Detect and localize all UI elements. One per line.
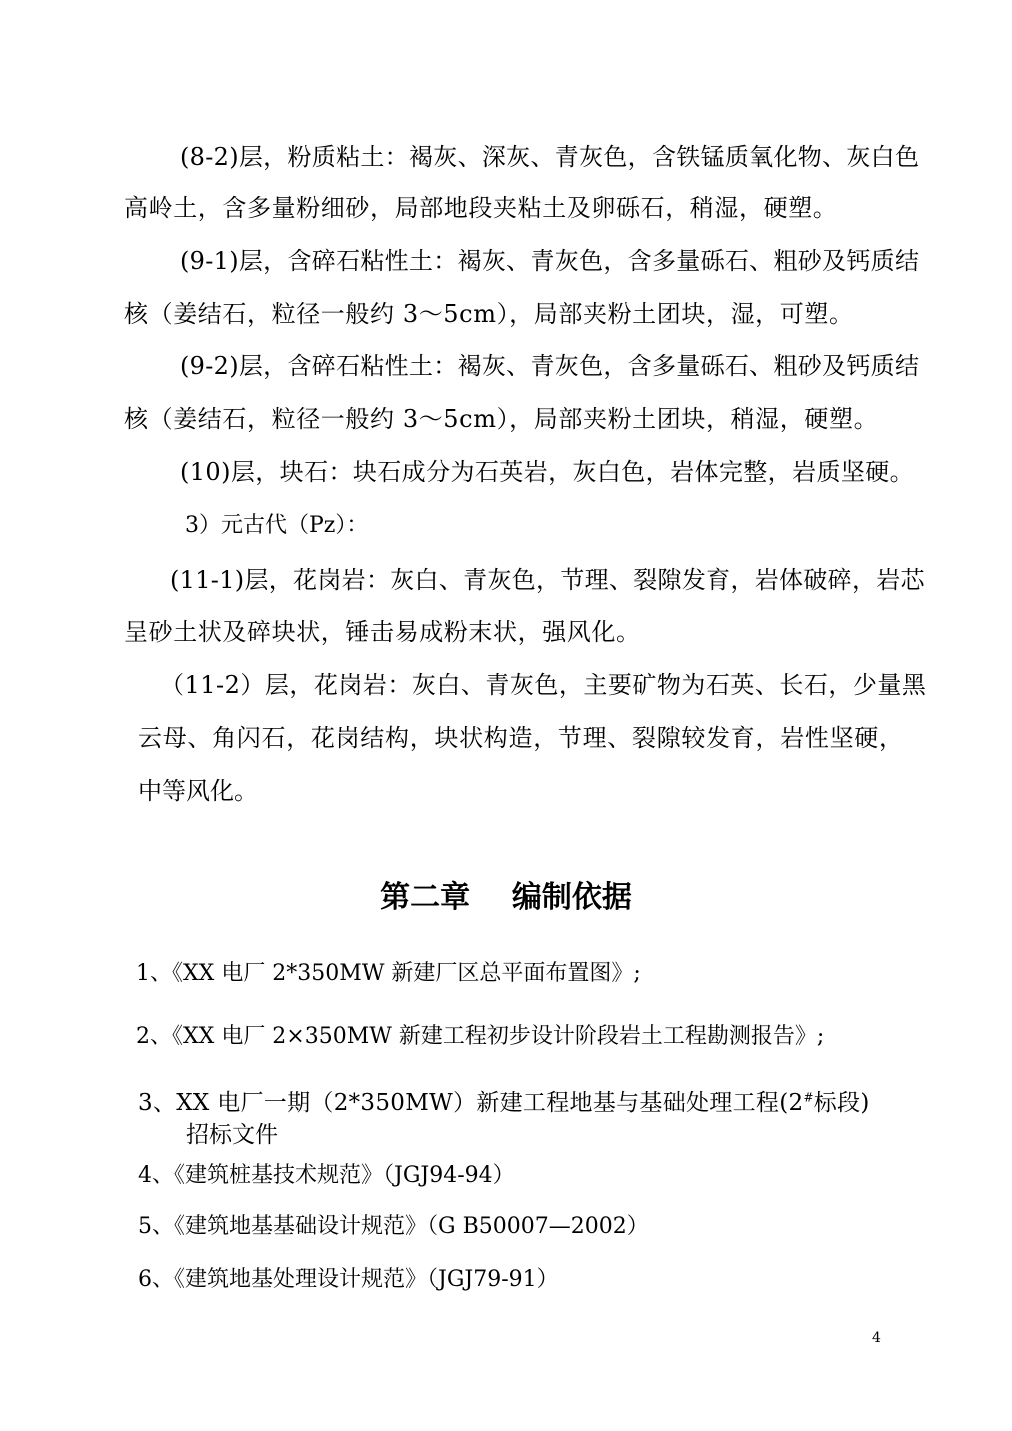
strata-line: （11-2）层，花岗岩：灰白、青灰色，主要矿物为石英、长石，少量黑 bbox=[160, 671, 927, 699]
strata-line: (8-2)层，粉质粘土：褐灰、深灰、青灰色，含铁锰质氧化物、灰白色 bbox=[180, 143, 920, 171]
reference-item: 6、《建筑地基处理设计规范》（JGJ79-91） bbox=[138, 1267, 559, 1292]
strata-line: 核（姜结石，粒径一般约 3～5cm），局部夹粉土团块，湿，可塑。 bbox=[124, 300, 854, 328]
strata-line: 呈砂土状及碎块状，锤击易成粉末状，强风化。 bbox=[124, 618, 641, 646]
strata-line: 核（姜结石，粒径一般约 3～5cm），局部夹粉土团块，稍湿，硬塑。 bbox=[124, 405, 879, 433]
reference-item: 2、《XX 电厂 2×350MW 新建工程初步设计阶段岩土工程勘测报告》; bbox=[136, 1024, 825, 1049]
reference-item: 5、《建筑地基基础设计规范》（G B50007—2002） bbox=[138, 1214, 649, 1239]
reference-item: 1、《XX 电厂 2*350MW 新建厂区总平面布置图》; bbox=[136, 961, 641, 986]
page-number: 4 bbox=[872, 1330, 881, 1346]
chapter-title: 第二章 编制依据 bbox=[380, 880, 632, 915]
strata-line: (11-1)层，花岗岩：灰白、青灰色，节理、裂隙发育，岩体破碎，岩芯 bbox=[170, 566, 925, 594]
reference-item-continuation: 招标文件 bbox=[186, 1122, 278, 1148]
reference-text: 标段) bbox=[813, 1090, 870, 1116]
reference-text: 3、XX 电厂一期（2*350MW）新建工程地基与基础处理工程(2 bbox=[138, 1090, 804, 1116]
strata-line: (10)层，块石：块石成分为石英岩，灰白色，岩体完整，岩质坚硬。 bbox=[180, 458, 915, 486]
strata-line: 中等风化。 bbox=[138, 777, 258, 805]
strata-line: (9-1)层，含碎石粘性土：褐灰、青灰色，含多量砾石、粗砂及钙质结 bbox=[180, 247, 920, 275]
reference-item: 4、《建筑桩基技术规范》（JGJ94-94） bbox=[138, 1163, 515, 1188]
reference-item bbox=[138, 1084, 870, 1117]
strata-line: 高岭土，含多量粉细砂，局部地段夹粘土及卵砾石，稍湿，硬塑。 bbox=[124, 194, 838, 222]
strata-line: (9-2)层，含碎石粘性土：褐灰、青灰色，含多量砾石、粗砂及钙质结 bbox=[180, 352, 920, 380]
superscript-hash: # bbox=[803, 1090, 814, 1105]
era-heading: 3）元古代（Pz）： bbox=[185, 513, 369, 538]
strata-line: 云母、角闪石，花岗结构，块状构造，节理、裂隙较发育，岩性坚硬， bbox=[138, 724, 904, 752]
